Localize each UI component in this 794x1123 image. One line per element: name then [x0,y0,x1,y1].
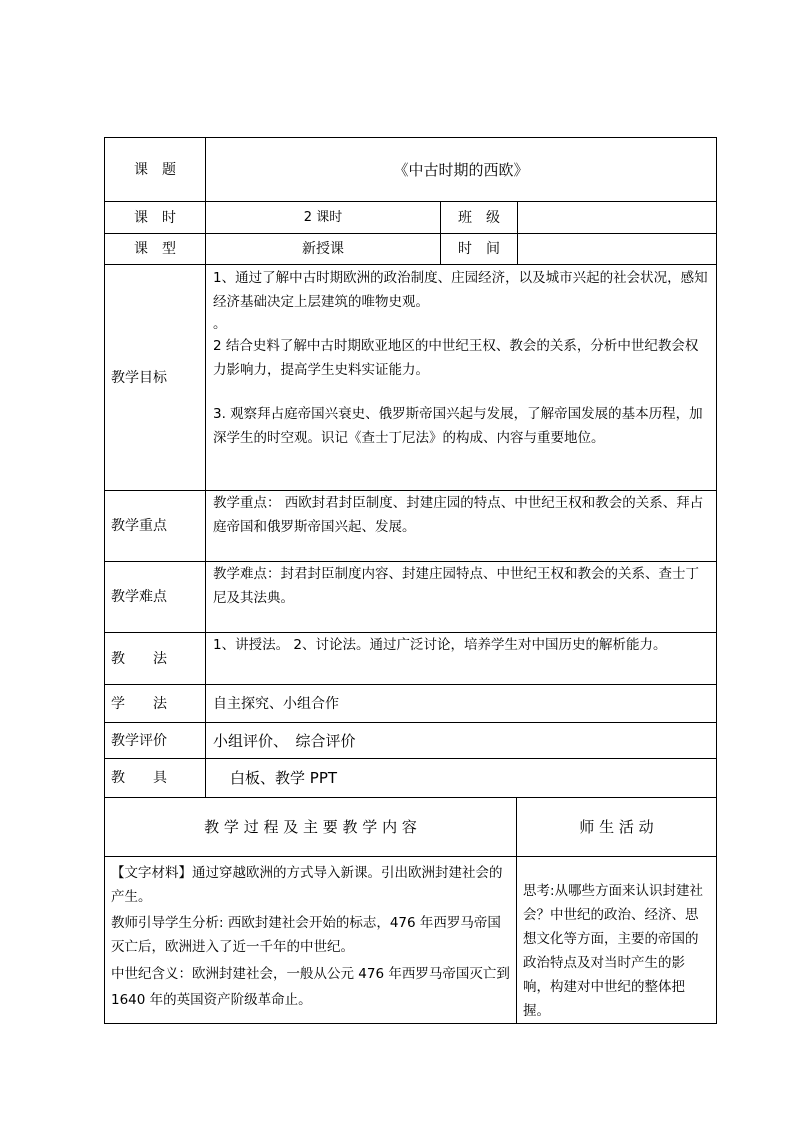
process-paragraph-3: 中世纪含义：欧洲封建社会，一般从公元 476 年西罗马帝国灭亡到 1640 年的英国资产阶级革命止。 [111,966,510,1008]
time-value [518,234,716,264]
process-header: 教 学 过 程 及 主 要 教 学 内 容 [204,818,417,836]
tools-label: 教 具 [111,770,167,786]
objective-1: 1、通过了解中古时期欧洲的政治制度、庄园经济，以及城市兴起的社会状况，感知经济基础决定上层建筑的唯物史观。 [213,270,708,310]
evaluation-text: 小组评价、 综合评价 [213,731,356,750]
type-value: 新授课 [302,241,344,257]
difficulties-label: 教学难点 [111,589,167,605]
class-label: 班 级 [458,209,500,226]
topic-label: 课 题 [134,161,176,178]
key-points-label: 教学重点 [111,518,167,534]
objective-3: 3. 观察拜占庭帝国兴衰史、俄罗斯帝国兴起与发展，了解帝国发展的基本历程，加深学生的时空观。识记《查士丁尼法》的构成、内容与重要地位。 [213,406,703,446]
activity-header: 师 生 活 动 [579,818,654,836]
class-value [518,202,716,233]
objectives-label: 教学目标 [111,369,167,386]
difficulties-text: 教学难点：封君封臣制度内容、封建庄园特点、中世纪王权和教会的关系、查士丁尼及其法典。 [213,566,699,606]
hours-value: 2 课时 [303,209,343,225]
tools-text: 白板、教学 PPT [230,769,338,787]
learning-label: 学 法 [111,695,167,712]
table-border-bottom [104,1023,717,1024]
time-label: 时 间 [458,241,500,257]
process-paragraph-1: 【文字材料】通过穿越欧洲的方式导入新课。引出欧洲封建社会的产生。 [111,865,503,905]
process-content [111,861,511,1013]
key-points-text: 教学重点： 西欧封君封臣制度、封建庄园的特点、中世纪王权和教会的关系、拜占庭帝国和俄罗斯帝国兴起、发展。 [213,495,704,535]
evaluation-label: 教学评价 [111,732,167,749]
row-divider [104,856,717,857]
hours-label: 课 时 [134,209,176,226]
lesson-plan-table [104,137,717,1024]
objectives-content [213,266,711,450]
learning-text: 自主探究、小组合作 [213,695,339,712]
objective-1-tail: 。 [213,316,227,332]
method-label: 教 法 [111,650,167,667]
table-border-right [716,137,717,1024]
objective-2: 2 结合史料了解中古时期欧亚地区的中世纪王权、教会的关系，分析中世纪教会权力影响力，提高学生史料实证能力。 [213,338,699,378]
process-paragraph-2: 教师引导学生分析: 西欧封建社会开始的标志，476 年西罗马帝国灭亡后，欧洲进入了近一千年的中世纪。 [111,915,501,955]
activity-content: 思考:从哪些方面来认识封建社会？中世纪的政治、经济、思想文化等方面，主要的帝国的政治特点及对当时产生的影响，构建对中世纪的整体把握。 [523,883,704,1019]
method-text: 1、讲授法。 2、讨论法。通过广泛讨论，培养学生对中国历史的解析能力。 [213,637,667,653]
topic-title: 《中古时期的西欧》 [393,160,529,179]
type-label: 课 型 [134,241,176,257]
table-border-left [104,137,105,1024]
